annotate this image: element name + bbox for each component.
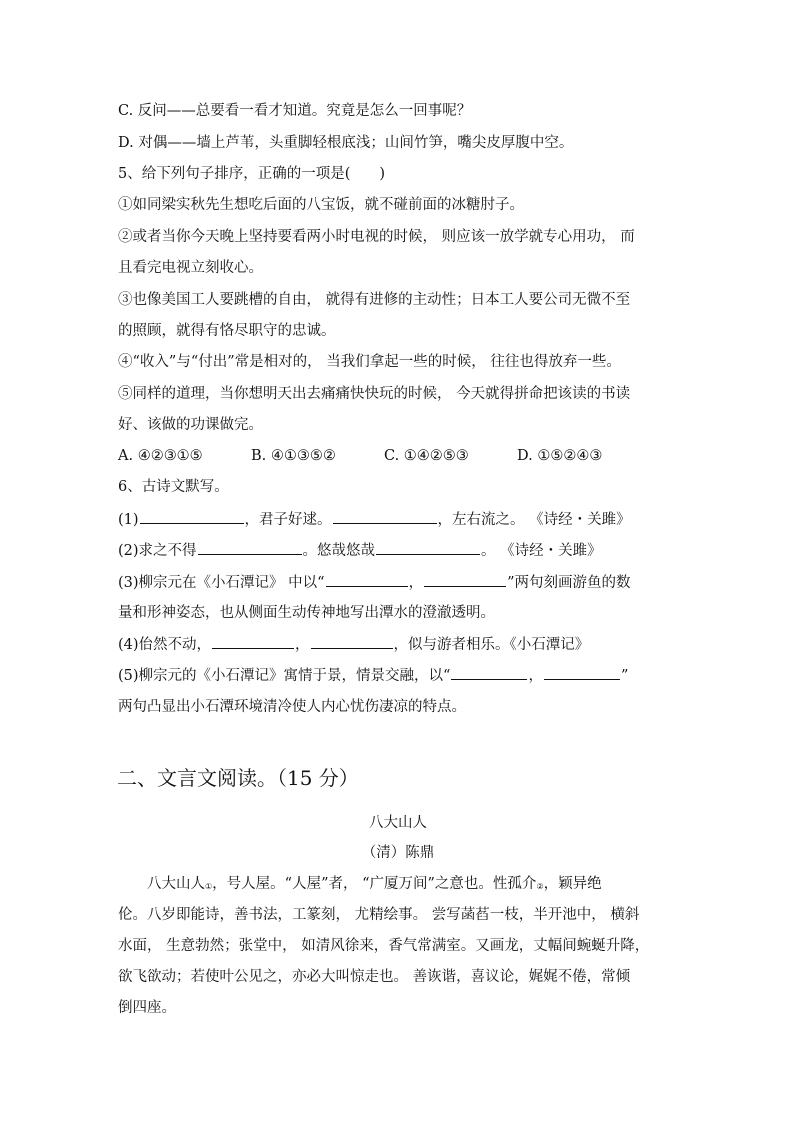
passage-text: ，号人屋。“人屋”者， “广厦万间”之意也。性孤介 — [212, 876, 537, 892]
poem-item-5b: 两句凸显出小石潭环境清冷使人内心忧伤凄凉的特点。 — [118, 699, 466, 715]
passage-line-5: 倒四座。 — [118, 1000, 176, 1016]
sentence-2a: ②或者当你今天晚上坚持要看两小时电视的时候， 则应该一放学就专心用功， 而 — [118, 229, 635, 245]
fill-blank[interactable] — [212, 634, 294, 649]
passage-text: ，颖异绝 — [543, 876, 602, 892]
fill-blank[interactable] — [333, 509, 437, 524]
passage-line-2: 伦。八岁即能诗，善书法，工篆刻， 尤精绘事。 尝写菡萏一枝，半开池中， 横斜 — [118, 907, 640, 923]
answer-choices — [118, 446, 678, 466]
sentence-5a: ⑤同样的道理，当你想明天出去痛痛快快玩的时候， 今天就得拼命把该读的书读 — [118, 386, 631, 402]
fill-blank[interactable] — [140, 509, 244, 524]
fill-blank[interactable] — [326, 572, 408, 587]
sentence-1: ①如同梁实秋先生想吃后面的八宝饭，就不碰前面的冰糖肘子。 — [118, 197, 524, 213]
passage-text: 八大山人 — [147, 876, 205, 892]
poem-3-mid: ， — [408, 575, 424, 591]
choice-c: C. ①④②⑤③ — [384, 448, 469, 464]
poem-1-mid: ，君子好逑。 — [244, 512, 332, 528]
passage-line-1 — [147, 874, 707, 897]
poem-5-mid: ， — [528, 668, 543, 684]
question-6: 6、古诗文默写。 — [118, 479, 229, 495]
fill-blank[interactable] — [376, 540, 480, 555]
poem-item-1 — [118, 509, 678, 530]
fill-blank[interactable] — [544, 665, 620, 680]
sentence-3a: ③也像美国工人要跳槽的自由， 就得有进修的主动性；日本工人要公司无微不至 — [118, 292, 631, 308]
poem-4-prefix: (4)佁然不动， — [118, 637, 212, 653]
choice-a: A. ④②③①⑤ — [118, 448, 203, 464]
poem-item-3 — [118, 572, 678, 593]
option-d-line: D. 对偶——墙上芦苇，头重脚轻根底浅；山间竹笋，嘴尖皮厚腹中空。 — [118, 135, 574, 151]
poem-item-5 — [118, 665, 678, 686]
poem-1-suffix: ，左右流之。 《诗经・关雎》 — [437, 512, 631, 528]
passage-title: 八大山人 — [369, 815, 427, 831]
poem-2-prefix: (2)求之不得 — [118, 543, 197, 559]
sentence-5b: 好、该做的功课做完。 — [118, 417, 263, 433]
poem-4-suffix: ，似与游者相乐。《小石潭记》 — [393, 637, 590, 653]
fill-blank[interactable] — [424, 572, 506, 587]
footnote-marker-2[interactable]: ② — [536, 882, 544, 891]
poem-1-prefix: (1) — [118, 512, 139, 528]
fill-blank[interactable] — [451, 665, 527, 680]
poem-2-suffix: 。 《诗经・关雎》 — [481, 543, 602, 559]
passage-line-4: 欲飞欲动；若使叶公见之，亦必大叫惊走也。 善诙谐，喜议论，娓娓不倦，常倾 — [118, 969, 631, 985]
question-5: 5、给下列句子排序，正确的一项是( ) — [118, 166, 386, 182]
fill-blank[interactable] — [198, 540, 302, 555]
option-c-line: C. 反问——总要看一看才知道。究竟是怎么一回事呢？ — [118, 103, 472, 119]
poem-2-mid: 。悠哉悠哉 — [302, 543, 376, 559]
fill-blank[interactable] — [311, 634, 393, 649]
choice-b: B. ④①③⑤② — [251, 448, 336, 464]
poem-5-prefix: (5)柳宗元的《小石潭记》寓情于景，情景交融，以“ — [118, 668, 451, 684]
poem-3-suffix: ”两句刻画游鱼的数 — [507, 575, 631, 591]
poem-3-prefix: (3)柳宗元在《小石潭记》 中以“ — [118, 575, 325, 591]
section-heading: 二、文言文阅读。（15 分） — [117, 766, 359, 790]
sentence-4: ④“收入”与“付出”常是相对的， 当我们拿起一些的时候， 往往也得放弃一些。 — [118, 354, 621, 370]
passage-line-3: 水面， 生意勃然；张堂中， 如清风徐来，香气常满室。又画龙，丈幅间蜿蜒升降， — [118, 938, 650, 954]
sentence-3b: 的照顾，就得有恪尽职守的忠诚。 — [118, 323, 336, 339]
poem-item-3b: 量和形神姿态，也从侧面生动传神地写出潭水的澄澈透明。 — [118, 605, 495, 621]
passage-author: （清）陈鼎 — [361, 845, 435, 861]
sentence-2b: 且看完电视立刻收心。 — [118, 260, 263, 276]
poem-item-4 — [118, 634, 678, 655]
poem-5-suffix: ” — [620, 668, 629, 684]
poem-4-mid: ， — [295, 637, 310, 653]
footnote-marker-1[interactable]: ① — [205, 882, 213, 891]
poem-item-2 — [118, 540, 678, 561]
choice-d: D. ①⑤②④③ — [517, 448, 603, 464]
